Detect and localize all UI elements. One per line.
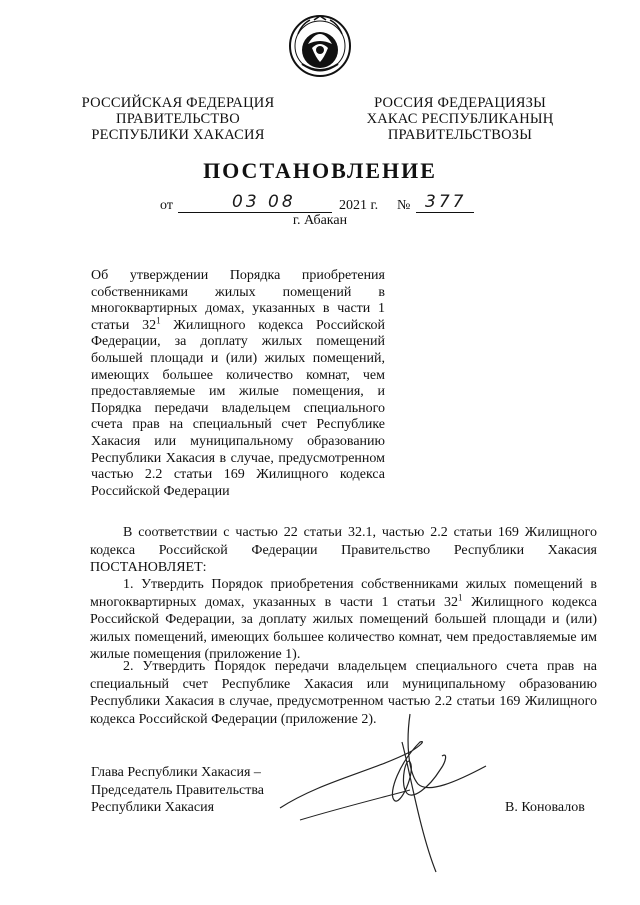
header-left-line: ПРАВИТЕЛЬСТВО (116, 111, 240, 127)
preamble-paragraph: В соответствии с частью 22 статьи 32.1, частью 2.2 статьи 169 Жилищного кодекса Российской Федерации Правительство Республики Хакасия ПОСТАНОВЛЯЕТ: (90, 525, 597, 575)
position-line: Председатель Правительства (91, 782, 264, 798)
signatory-position (91, 764, 264, 817)
header-left-line: РЕСПУБЛИКИ ХАКАСИЯ (91, 127, 265, 143)
resolution-item-1 (90, 576, 597, 664)
date-from-label: от (160, 198, 173, 213)
subject-text: Жилищного кодекса Российской Федерации, за доплату жилых помещений большей площади и (или) жилых помещений, имеющих большее количество комнат, чем предоставляемые им жилые помещения, и Порядка передачи владельцем специального счета прав на специальный счет Республике Хакасия или муниципальному образованию Республики Хакасия в случае, предусмотренном частью 2.2 статьи 169 Жилищного кодекса Российской Федерации (91, 317, 385, 499)
header-left-russian (58, 95, 298, 143)
number-handwritten: 377 (425, 192, 467, 212)
number-label: № (397, 198, 411, 213)
subject-superscript: 1 (156, 315, 161, 326)
position-line: Республики Хакасия (91, 800, 215, 815)
signatory-name: В. Коновалов (505, 800, 585, 815)
date-handwritten: 03 08 (232, 192, 296, 212)
position-line: Глава Республики Хакасия – (91, 765, 261, 780)
subject-text: Об утверждении Порядка приобретения собственниками жилых помещений в многоквартирных домах, указанных в части 1 статьи 32 (91, 268, 385, 333)
header-right-line: ПРАВИТЕЛЬСТВОЗЫ (387, 127, 533, 143)
header-right-line: РОССИЯ ФЕДЕРАЦИЯЗЫ (374, 95, 546, 111)
item-superscript: 1 (458, 591, 463, 602)
header-left-line: РОССИЙСКАЯ ФЕДЕРАЦИЯ (81, 95, 275, 111)
document-subject (91, 268, 385, 500)
document-title: ПОСТАНОВЛЕНИЕ (203, 158, 437, 183)
city-label: г. Абакан (292, 213, 348, 228)
item-text: 1. Утвердить Порядок приобретения собственниками жилых помещений в многоквартирных домах, указанных в части 1 статьи 32 (90, 577, 597, 610)
header-right-line: ХАКАС РЕСПУБЛИКАНЫҢ (366, 111, 554, 127)
year-label: 2021 г. (339, 198, 379, 213)
republic-of-khakassia-emblem-icon (288, 14, 352, 78)
header-right-khakas (340, 95, 580, 143)
resolution-item-2: 2. Утвердить Порядок передачи владельцем специального счета прав на специальный счет Республике Хакасия или муниципальному образованию Республики Хакасия в случае, предусмотренном частью 2.2 статьи 169 Жилищного кодекса Российской Федерации (приложение 2). (90, 659, 597, 727)
item-text: Жилищного кодекса Российской Федерации, за доплату жилых помещений большей площади и (или) жилых помещений, имеющих большее количество комнат, чем предоставляемые им жилые помещения (приложение 1). (90, 594, 597, 662)
handwritten-signature-icon (260, 712, 510, 882)
